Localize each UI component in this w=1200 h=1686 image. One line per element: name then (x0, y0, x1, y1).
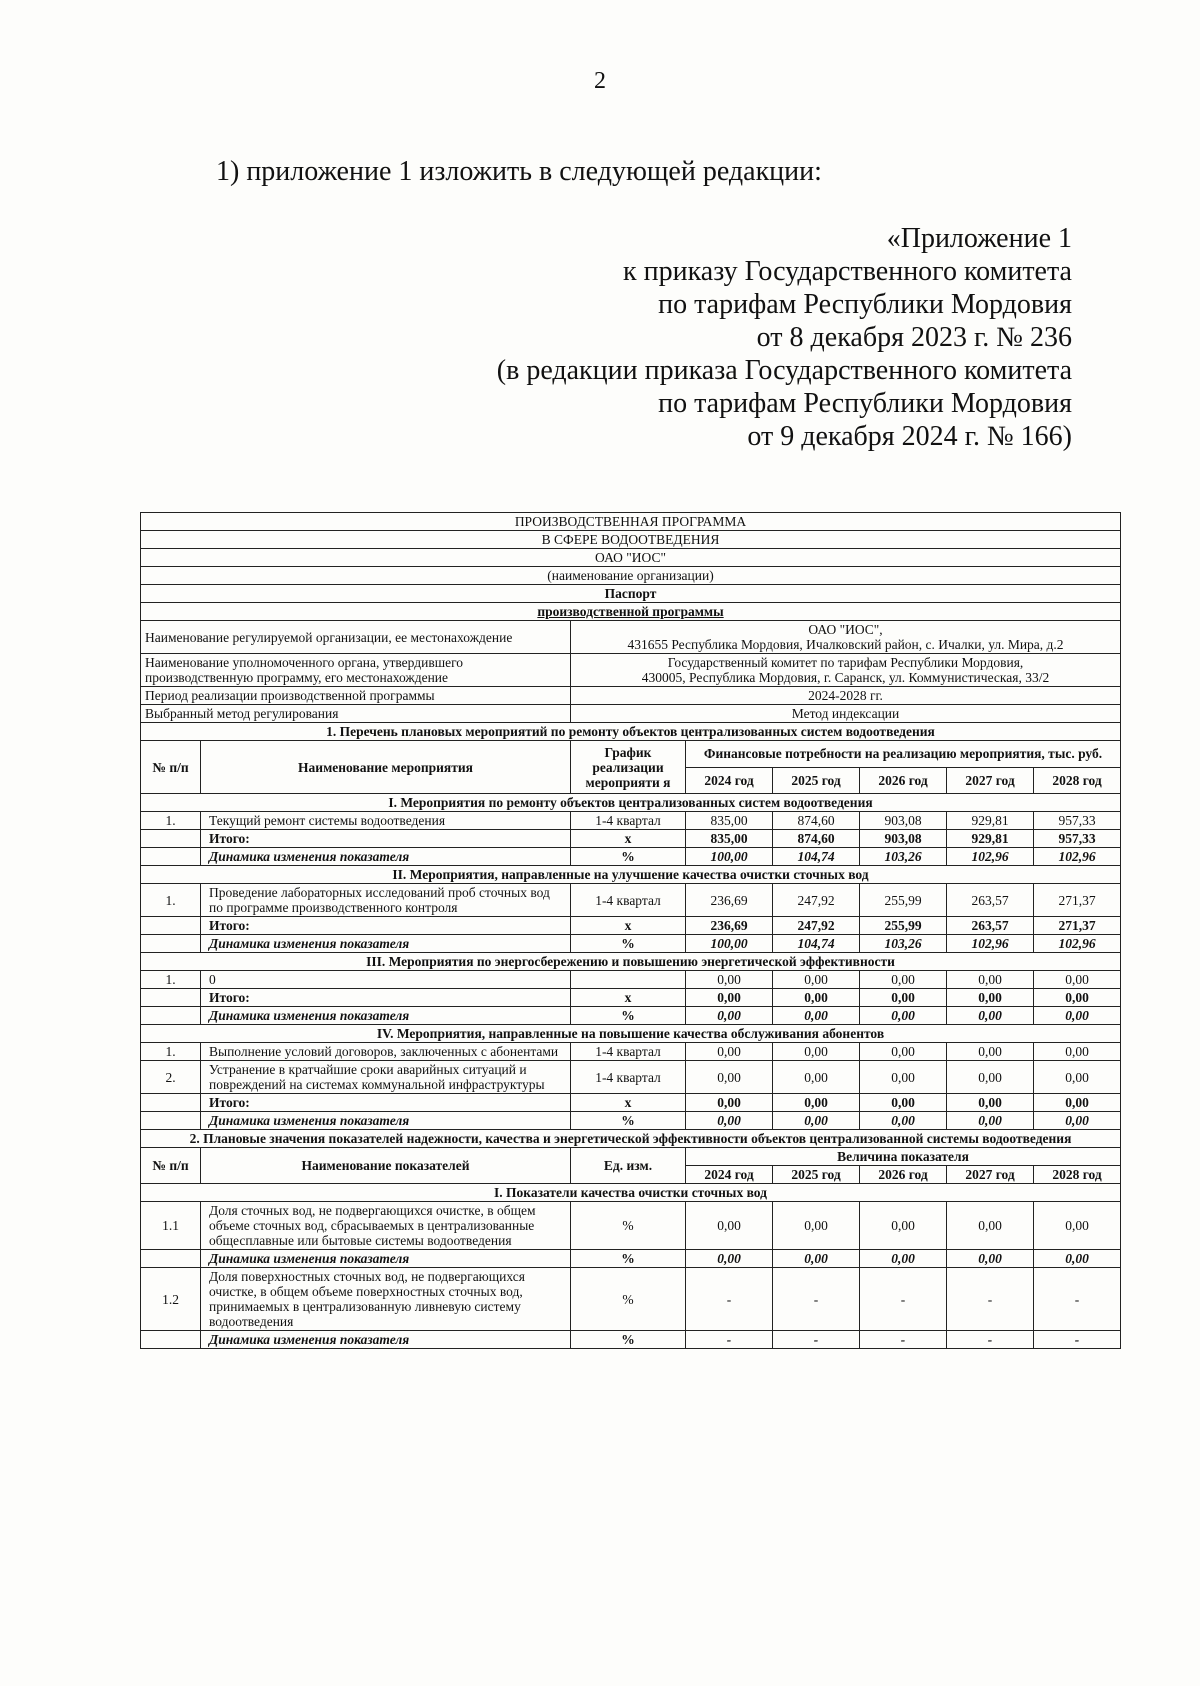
row-value: 0,00 (773, 1250, 860, 1268)
row-value: 0,00 (773, 1202, 860, 1250)
total-row (141, 1094, 1121, 1112)
row-value: 263,57 (947, 884, 1034, 917)
row-value: 0,00 (686, 1094, 773, 1112)
col-schedule: График реализации мероприяти я (571, 741, 686, 794)
header-row (141, 513, 1121, 531)
row-schedule: 1-4 квартал (571, 812, 686, 830)
passport-row (141, 621, 1121, 654)
row-value: 0,00 (773, 1007, 860, 1025)
row-value: 0,00 (1034, 1250, 1121, 1268)
row-value: 102,96 (1034, 935, 1121, 953)
row-value: 929,81 (947, 812, 1034, 830)
row-name: Текущий ремонт системы водоотведения (201, 812, 571, 830)
passport-label: Наименование регулируемой организации, ее местонахождение (141, 621, 571, 654)
row-value: 271,37 (1034, 917, 1121, 935)
row-schedule: х (571, 830, 686, 848)
row-value: 236,69 (686, 884, 773, 917)
header-row (141, 567, 1121, 585)
row-schedule: х (571, 917, 686, 935)
passport-value: Государственный комитет по тарифам Республики Мордовия, 430005, Республика Мордовия, г. Саранск, ул. Коммунистическая, 33/2 (571, 654, 1121, 687)
row-value: 0,00 (860, 1250, 947, 1268)
row-unit: % (571, 1331, 686, 1349)
appendix-line: по тарифам Республики Мордовия (658, 289, 1072, 320)
group-title-row (141, 1184, 1121, 1202)
year-header: 2028 год (1034, 1166, 1121, 1184)
row-value: 0,00 (686, 1112, 773, 1130)
row-value: 0,00 (1034, 1094, 1121, 1112)
row-number (141, 848, 201, 866)
group-title: I. Показатели качества очистки сточных вод (141, 1184, 1121, 1202)
appendix-line: по тарифам Республики Мордовия (658, 388, 1072, 419)
row-value: 263,57 (947, 917, 1034, 935)
row-value: 0,00 (947, 1061, 1034, 1094)
column-header-row (141, 741, 1121, 768)
appendix-block (497, 222, 1072, 453)
row-value: 903,08 (860, 812, 947, 830)
col-num: № п/п (141, 1148, 201, 1184)
year-header: 2028 год (1034, 767, 1121, 794)
appendix-line: к приказу Государственного комитета (623, 256, 1072, 287)
row-name: Динамика изменения показателя (201, 935, 571, 953)
page-number: 2 (594, 68, 606, 94)
appendix-line: от 8 декабря 2023 г. № 236 (756, 322, 1072, 353)
row-number: 2. (141, 1061, 201, 1094)
row-value: - (947, 1268, 1034, 1331)
row-value: 103,26 (860, 848, 947, 866)
row-value: 247,92 (773, 884, 860, 917)
group-title-row (141, 794, 1121, 812)
year-header: 2026 год (860, 767, 947, 794)
row-schedule: % (571, 848, 686, 866)
row-value: 0,00 (1034, 1007, 1121, 1025)
row-value: 957,33 (1034, 812, 1121, 830)
row-value: - (1034, 1268, 1121, 1331)
row-value: 0,00 (947, 1094, 1034, 1112)
table-row (141, 884, 1121, 917)
row-schedule: % (571, 1112, 686, 1130)
row-schedule: % (571, 1007, 686, 1025)
row-number (141, 1331, 201, 1349)
row-value: 0,00 (1034, 971, 1121, 989)
table-row (141, 1268, 1121, 1331)
row-number (141, 1094, 201, 1112)
row-value: 0,00 (1034, 1061, 1121, 1094)
row-name: 0 (201, 971, 571, 989)
total-row (141, 989, 1121, 1007)
section-title-row (141, 723, 1121, 741)
row-schedule: х (571, 989, 686, 1007)
row-value: 255,99 (860, 884, 947, 917)
row-value: 0,00 (860, 1061, 947, 1094)
row-value: 103,26 (860, 935, 947, 953)
year-header: 2026 год (860, 1166, 947, 1184)
header-l6: производственной программы (141, 603, 1121, 621)
year-header: 2027 год (947, 1166, 1034, 1184)
header-l2: В СФЕРЕ ВОДООТВЕДЕНИЯ (141, 531, 1121, 549)
row-schedule (571, 971, 686, 989)
row-value: 0,00 (947, 1250, 1034, 1268)
col-unit: Ед. изм. (571, 1148, 686, 1184)
row-value: 0,00 (860, 1112, 947, 1130)
row-value: - (686, 1268, 773, 1331)
row-value: 0,00 (773, 1043, 860, 1061)
row-schedule: 1-4 квартал (571, 884, 686, 917)
dynamics-row (141, 1331, 1121, 1349)
row-value: 0,00 (947, 971, 1034, 989)
header-row (141, 549, 1121, 567)
header-l1: ПРОИЗВОДСТВЕННАЯ ПРОГРАММА (141, 513, 1121, 531)
row-value: 102,96 (947, 848, 1034, 866)
passport-label: Период реализации производственной программы (141, 687, 571, 705)
row-unit: % (571, 1268, 686, 1331)
header-row (141, 585, 1121, 603)
dynamics-row (141, 1007, 1121, 1025)
header-l3: ОАО "ИОС" (141, 549, 1121, 567)
row-number (141, 989, 201, 1007)
row-value: 0,00 (773, 989, 860, 1007)
row-value: 100,00 (686, 935, 773, 953)
row-value: 0,00 (686, 1007, 773, 1025)
row-value: 0,00 (686, 971, 773, 989)
row-name: Динамика изменения показателя (201, 1331, 571, 1349)
row-number: 1.1 (141, 1202, 201, 1250)
row-value: 957,33 (1034, 830, 1121, 848)
row-value: 0,00 (947, 989, 1034, 1007)
row-value: 835,00 (686, 830, 773, 848)
dynamics-row (141, 1250, 1121, 1268)
row-name: Динамика изменения показателя (201, 1007, 571, 1025)
year-header: 2024 год (686, 1166, 773, 1184)
row-value: 236,69 (686, 917, 773, 935)
passport-label: Выбранный метод регулирования (141, 705, 571, 723)
row-value: 0,00 (1034, 1202, 1121, 1250)
year-header: 2027 год (947, 767, 1034, 794)
row-name: Выполнение условий договоров, заключенных с абонентами (201, 1043, 571, 1061)
row-number: 1.2 (141, 1268, 201, 1331)
row-value: 0,00 (686, 1250, 773, 1268)
row-name: Динамика изменения показателя (201, 1250, 571, 1268)
row-name: Устранение в кратчайшие сроки аварийных ситуаций и повреждений на системах коммунальной инфраструктуры (201, 1061, 571, 1094)
passport-row (141, 705, 1121, 723)
row-value: 0,00 (860, 1007, 947, 1025)
row-value: 0,00 (947, 1007, 1034, 1025)
row-value: 0,00 (686, 1061, 773, 1094)
year-header: 2025 год (773, 1166, 860, 1184)
row-schedule: 1-4 квартал (571, 1043, 686, 1061)
passport-value: ОАО "ИОС", 431655 Республика Мордовия, Ичалковский район, с. Ичалки, ул. Мира, д.2 (571, 621, 1121, 654)
row-value: 0,00 (947, 1202, 1034, 1250)
col-finance: Финансовые потребности на реализацию мероприятия, тыс. руб. (686, 741, 1121, 768)
row-value: 0,00 (860, 1202, 947, 1250)
row-name: Доля сточных вод, не подвергающихся очистке, в общем объеме сточных вод, сбрасываемых в централизованные общесплавные или бытовые системы водоотведения (201, 1202, 571, 1250)
column-header-row (141, 1148, 1121, 1166)
row-value: 874,60 (773, 812, 860, 830)
row-value: 0,00 (773, 1061, 860, 1094)
row-value: 247,92 (773, 917, 860, 935)
group-title: IV. Мероприятия, направленные на повышение качества обслуживания абонентов (141, 1025, 1121, 1043)
row-number: 1. (141, 971, 201, 989)
row-name: Доля поверхностных сточных вод, не подвергающихся очистке, в общем объеме поверхностных сточных вод, принимаемых в централизованную ливневую систему водоотведения (201, 1268, 571, 1331)
row-value: 0,00 (773, 1112, 860, 1130)
group-title-row (141, 1025, 1121, 1043)
appendix-line: «Приложение 1 (886, 223, 1072, 254)
row-number: 1. (141, 884, 201, 917)
year-header: 2024 год (686, 767, 773, 794)
header-row (141, 603, 1121, 621)
row-value: 903,08 (860, 830, 947, 848)
row-value: - (773, 1268, 860, 1331)
row-schedule: х (571, 1094, 686, 1112)
row-value: 0,00 (860, 1094, 947, 1112)
section-title-row (141, 1130, 1121, 1148)
row-value: - (686, 1331, 773, 1349)
row-value: - (1034, 1331, 1121, 1349)
row-value: 0,00 (1034, 989, 1121, 1007)
table-row (141, 971, 1121, 989)
section1-title: 1. Перечень плановых мероприятий по ремонту объектов централизованных систем водоотведения (141, 723, 1121, 741)
row-value: 0,00 (947, 1112, 1034, 1130)
section2-title: 2. Плановые значения показателей надежности, качества и энергетической эффективности объектов централизованной системы водоотведения (141, 1130, 1121, 1148)
group-title-row (141, 953, 1121, 971)
group-title: I. Мероприятия по ремонту объектов централизованных систем водоотведения (141, 794, 1121, 812)
dynamics-row (141, 1112, 1121, 1130)
row-value: 0,00 (860, 1043, 947, 1061)
row-number (141, 917, 201, 935)
year-header: 2025 год (773, 767, 860, 794)
group-title-row (141, 866, 1121, 884)
row-name: Динамика изменения показателя (201, 848, 571, 866)
row-value: 0,00 (686, 1043, 773, 1061)
table-row (141, 1202, 1121, 1250)
row-number (141, 935, 201, 953)
row-number (141, 1250, 201, 1268)
row-number (141, 1007, 201, 1025)
header-row (141, 531, 1121, 549)
header-l4: (наименование организации) (141, 567, 1121, 585)
group-title: III. Мероприятия по энергосбережению и повышению энергетической эффективности (141, 953, 1121, 971)
row-value: 0,00 (686, 989, 773, 1007)
row-value: 0,00 (686, 1202, 773, 1250)
row-value: 0,00 (947, 1043, 1034, 1061)
dynamics-row (141, 935, 1121, 953)
row-number: 1. (141, 812, 201, 830)
row-value: 0,00 (860, 989, 947, 1007)
row-value: 929,81 (947, 830, 1034, 848)
col-value: Величина показателя (686, 1148, 1121, 1166)
row-value: 102,96 (947, 935, 1034, 953)
row-schedule: 1-4 квартал (571, 1061, 686, 1094)
row-number: 1. (141, 1043, 201, 1061)
passport-row (141, 654, 1121, 687)
dynamics-row (141, 848, 1121, 866)
row-name: Итого: (201, 917, 571, 935)
col-num: № п/п (141, 741, 201, 794)
total-row (141, 917, 1121, 935)
row-number (141, 830, 201, 848)
row-name: Итого: (201, 989, 571, 1007)
passport-value: 2024-2028 гг. (571, 687, 1121, 705)
col-name: Наименование мероприятия (201, 741, 571, 794)
row-name: Итого: (201, 830, 571, 848)
row-value: 100,00 (686, 848, 773, 866)
row-name: Итого: (201, 1094, 571, 1112)
row-unit: % (571, 1202, 686, 1250)
table-row (141, 1061, 1121, 1094)
passport-row (141, 687, 1121, 705)
row-value: 0,00 (860, 971, 947, 989)
group-title: II. Мероприятия, направленные на улучшение качества очистки сточных вод (141, 866, 1121, 884)
row-value: - (860, 1331, 947, 1349)
intro-text: 1) приложение 1 изложить в следующей редакции: (216, 156, 822, 187)
row-value: 874,60 (773, 830, 860, 848)
col-name: Наименование показателей (201, 1148, 571, 1184)
row-value: 102,96 (1034, 848, 1121, 866)
passport-label: Наименование уполномоченного органа, утвердившего производственную программу, его местонахождение (141, 654, 571, 687)
row-value: 0,00 (1034, 1112, 1121, 1130)
row-value: 0,00 (773, 1094, 860, 1112)
appendix-line: (в редакции приказа Государственного комитета (496, 355, 1072, 386)
row-name: Проведение лабораторных исследований проб сточных вод по программе производственного контроля (201, 884, 571, 917)
row-value: - (947, 1331, 1034, 1349)
row-name: Динамика изменения показателя (201, 1112, 571, 1130)
row-value: 0,00 (773, 971, 860, 989)
header-l5: Паспорт (141, 585, 1121, 603)
row-unit: % (571, 1250, 686, 1268)
row-value: 255,99 (860, 917, 947, 935)
total-row (141, 830, 1121, 848)
row-value: - (773, 1331, 860, 1349)
row-number (141, 1112, 201, 1130)
production-program-table (140, 512, 1121, 1349)
table-row (141, 812, 1121, 830)
table-row (141, 1043, 1121, 1061)
row-value: - (860, 1268, 947, 1331)
row-value: 271,37 (1034, 884, 1121, 917)
appendix-line: от 9 декабря 2024 г. № 166) (747, 421, 1072, 452)
row-schedule: % (571, 935, 686, 953)
row-value: 104,74 (773, 848, 860, 866)
row-value: 104,74 (773, 935, 860, 953)
row-value: 835,00 (686, 812, 773, 830)
row-value: 0,00 (1034, 1043, 1121, 1061)
passport-value: Метод индексации (571, 705, 1121, 723)
